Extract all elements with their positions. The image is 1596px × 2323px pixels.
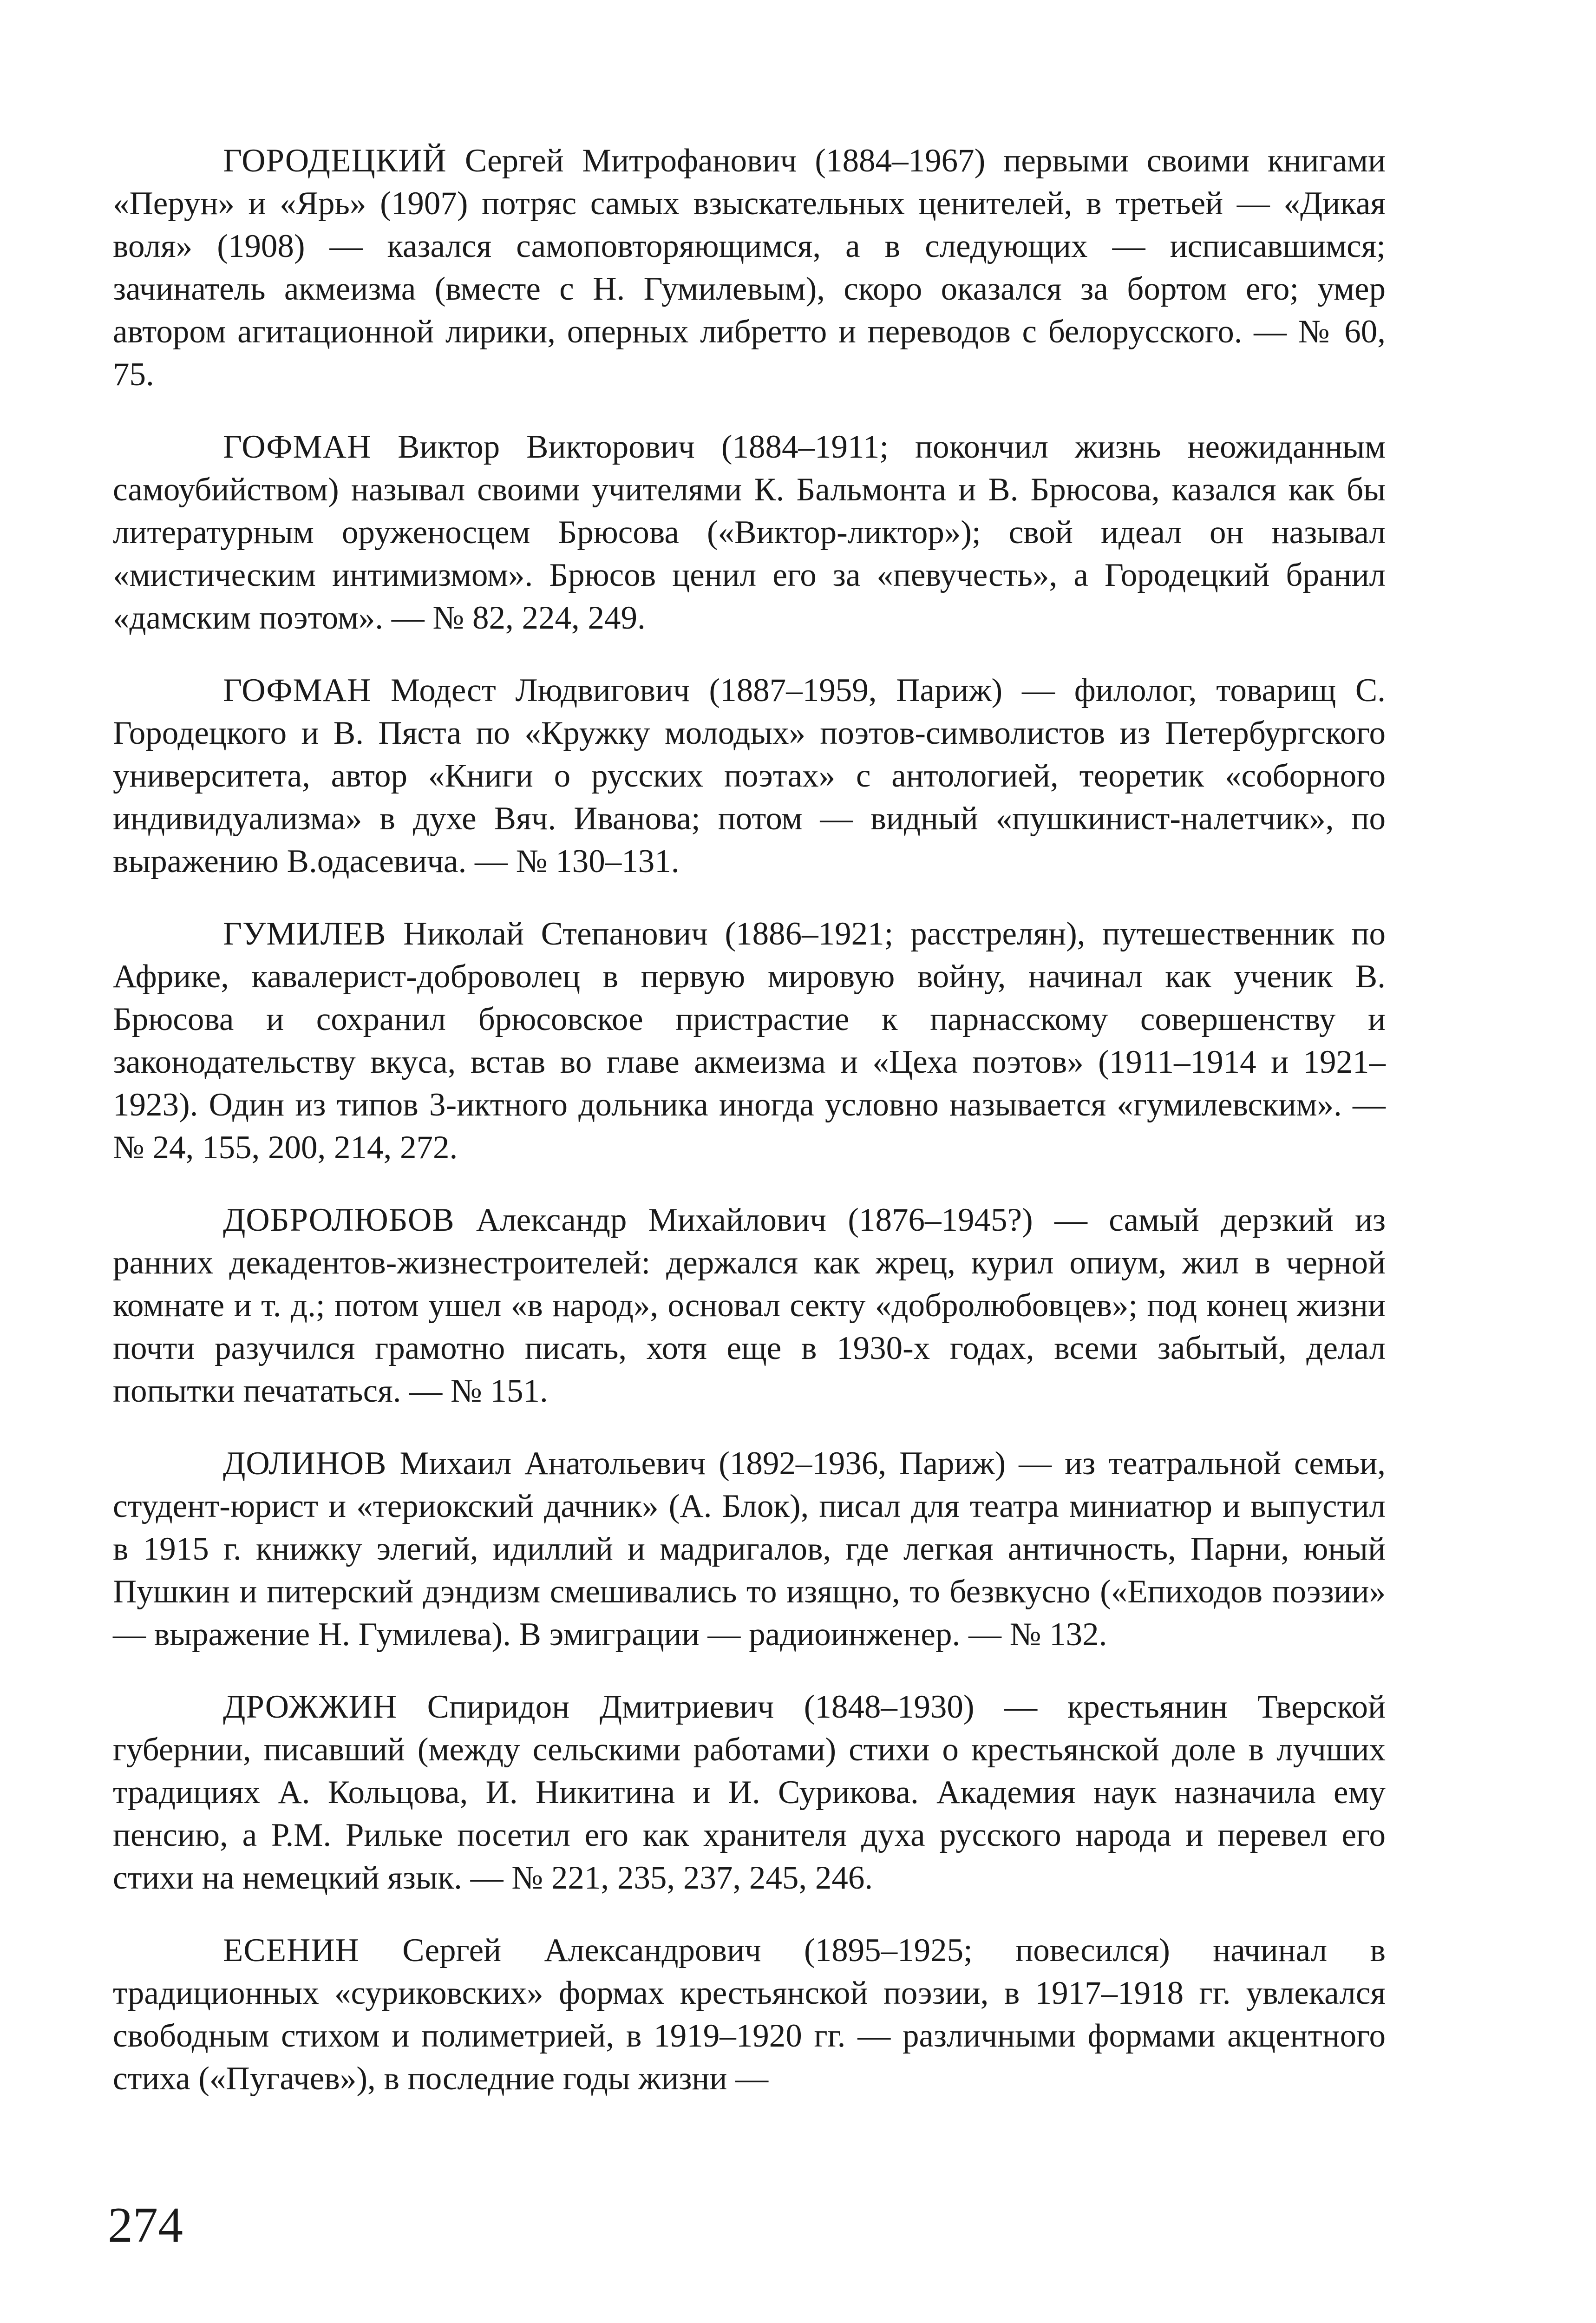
entry-name: ГОФМАН [223,429,372,465]
entry-body: Виктор Викторович (1884–1911; покончил жизнь неожиданным самоубийством) называл своими учителями К. Бальмонта и В. Брюсова, казался как бы литературным оруженосцем Брюсова («Виктор-ликтор»); свой идеал он называл «мистическим интимизмом». Брюсов ценил его за «певучесть», а Городецкий бранил «дамским поэтом». — № 82, 224, 249. [113,429,1386,636]
entry-dobrolyubov [113,1199,1386,1412]
entry-name: ДОЛИНОВ [223,1445,387,1482]
entry-body: Николай Степанович (1886–1921; расстрелян), путешественник по Африке, кавалерист-доброволец в первую мировую войну, начинал как ученик В. Брюсова и сохранил брюсовское пристрастие к парнасскому совершенству и законодательству вкуса, встав во главе акмеизма и «Цеха поэтов» (1911–1914 и 1921–1923). Один из типов 3-иктного дольника иногда условно называется «гумилевским». — № 24, 155, 200, 214, 272. [113,916,1386,1166]
entry-gofman-modest [113,669,1386,883]
entry-name: ГОФМАН [223,672,372,709]
entry-drozhzhin [113,1686,1386,1899]
biographical-entries [113,139,1386,2130]
entry-name: ДОБРОЛЮБОВ [223,1202,455,1238]
entry-gorodetsky [113,139,1386,396]
page-number: 274 [108,2198,183,2253]
entry-body: Сергей Александрович (1895–1925; повесился) начинал в традиционных «суриковских» формах крестьянской поэзии, в 1917–1918 гг. увлекался свободным стихом и полиметрией, в 1919–1920 гг. — различными формами акцентного стиха («Пугачев»), в последние годы жизни — [113,1932,1386,2097]
entry-body: Александр Михайлович (1876–1945?) — самый дерзкий из ранних декадентов-жизнестроителей: держался как жрец, курил опиум, жил в черной комнате и т. д.; потом ушел «в народ», основал секту «добролюбовцев»; под конец жизни почти разучился грамотно писать, хотя еще в 1930-х годах, всеми забытый, делал попытки печататься. — № 151. [113,1202,1386,1409]
entry-gumilev [113,912,1386,1169]
entry-name: ЕСЕНИН [223,1932,360,1969]
entry-gofman-viktor [113,426,1386,639]
entry-name: ГОРОДЕЦКИЙ [223,143,447,179]
entry-name: ДРОЖЖИН [223,1689,398,1725]
entry-body: Спиридон Дмитриевич (1848–1930) — крестьянин Тверской губернии, писавший (между сельскими работами) стихи о крестьянской доле в лучших традициях А. Кольцова, И. Никитина и И. Сурикова. Академия наук назначила ему пенсию, а Р.М. Рильке посетил его как хранителя духа русского народа и перевел его стихи на немецкий язык. — № 221, 235, 237, 245, 246. [113,1689,1386,1896]
entry-body: Сергей Митрофанович (1884–1967) первыми своими книгами «Перун» и «Ярь» (1907) потряс самых взыскательных ценителей, в третьей — «Дикая воля» (1908) — казался самоповторяющимся, а в следующих — исписавшимся; зачинатель акмеизма (вместе с Н. Гумилевым), скоро оказался за бортом его; умер автором агитационной лирики, оперных либретто и переводов с белорусского. — № 60, 75. [113,143,1386,393]
entry-dolinov [113,1442,1386,1656]
entry-name: ГУМИЛЕВ [223,916,386,952]
entry-esenin [113,1929,1386,2100]
entry-body: Модест Людвигович (1887–1959, Париж) — филолог, товарищ С. Городецкого и В. Пяста по «Кружку молодых» поэтов-символистов из Петербургского университета, автор «Книги о русских поэтах» с антологией, теоретик «соборного индивидуализма» в духе Вяч. Иванова; потом — видный «пушкинист-налетчик», по выражению В.одасевича. — № 130–131. [113,672,1386,879]
entry-body: Михаил Анатольевич (1892–1936, Париж) — из театральной семьи, студент-юрист и «териокский дачник» (А. Блок), писал для театра миниатюр и выпустил в 1915 г. книжку элегий, идиллий и мадригалов, где легкая античность, Парни, юный Пушкин и питерский дэндизм смешивались то изящно, то безвкусно («Епиходов поэзии» — выражение Н. Гумилева). В эмиграции — радиоинженер. — № 132. [113,1445,1386,1653]
